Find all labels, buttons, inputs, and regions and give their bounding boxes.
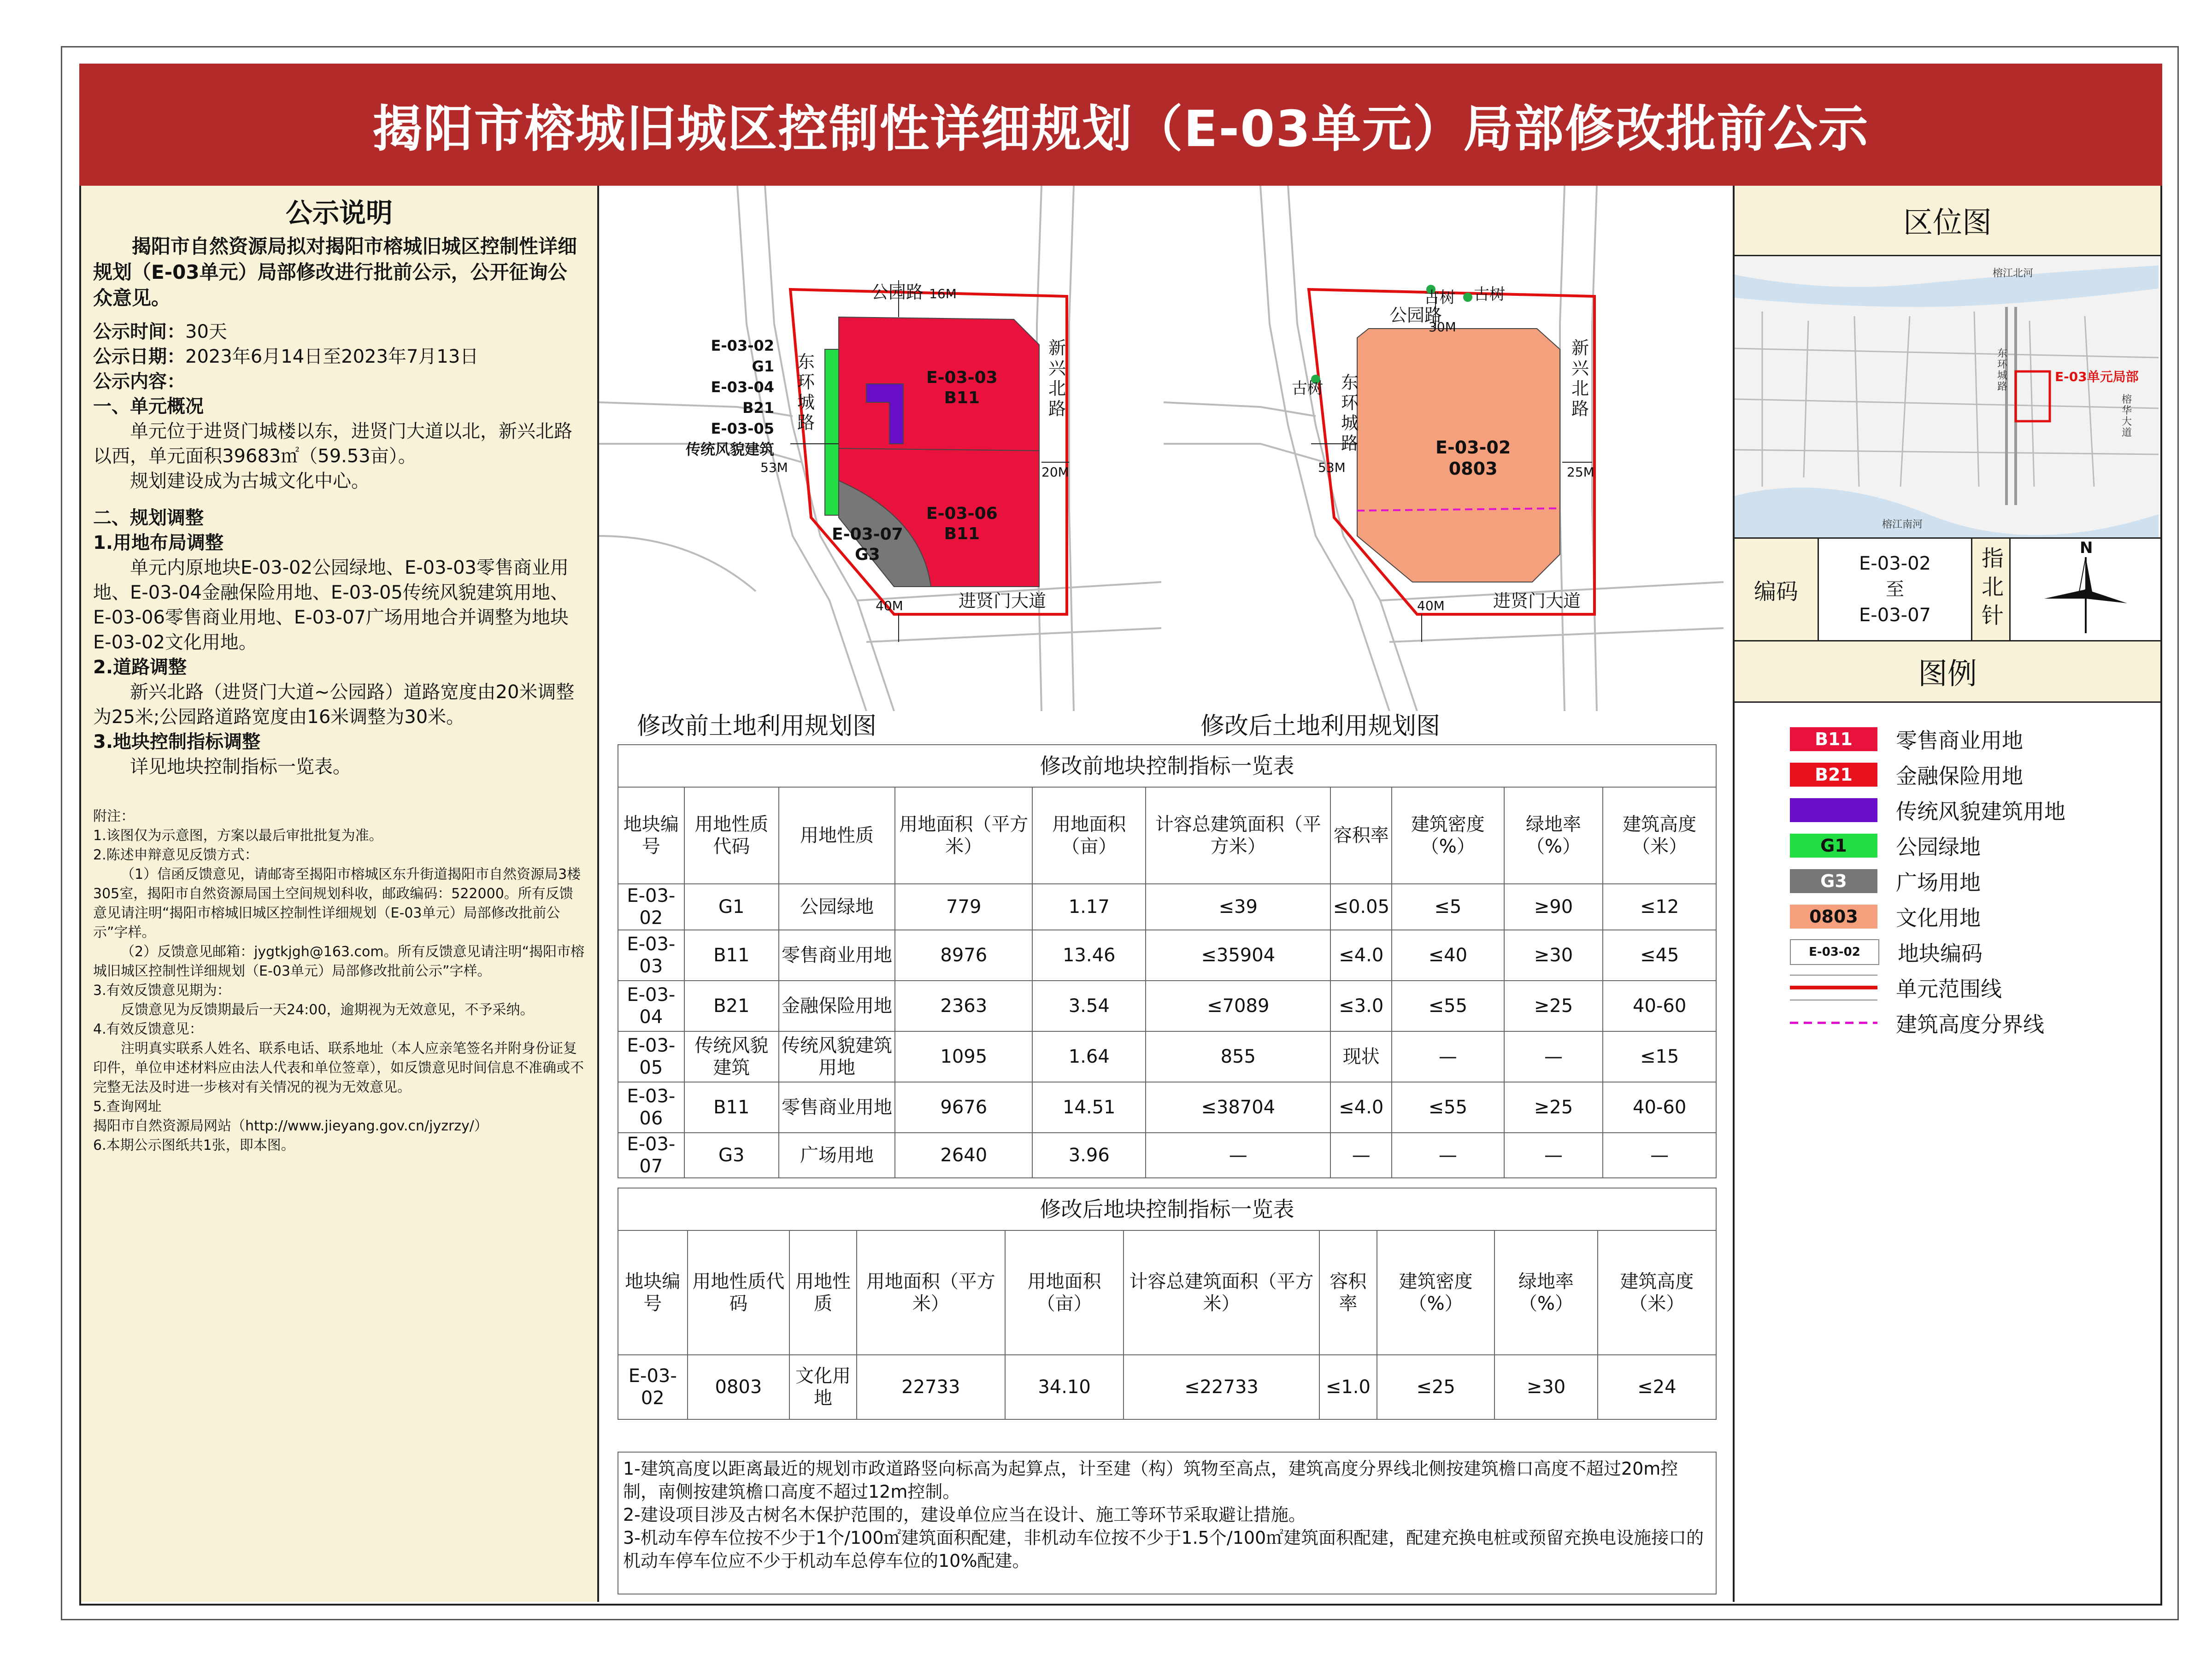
appendix-item: 4.有效反馈意见： — [93, 1021, 203, 1037]
legend-swatch: G1 — [1790, 834, 1877, 858]
th: 用地性质代码 — [688, 1230, 790, 1355]
before-road-left: 东环城路 — [797, 352, 815, 433]
code-from: E-03-02 — [1859, 553, 1931, 574]
tree-label: 古树 — [1424, 288, 1455, 307]
table-row — [618, 1355, 1716, 1419]
cell: ≤0.05 — [1330, 884, 1392, 930]
after-road-right: 新兴北路 — [1571, 338, 1589, 419]
legend-label: 单元范围线 — [1896, 976, 2002, 1001]
street-label: 榕江南河 — [1882, 519, 1923, 530]
cell: 传统风貌建筑用地 — [779, 1031, 895, 1082]
legend-swatch — [1790, 1011, 1877, 1035]
tree-label: 古树 — [1292, 379, 1323, 398]
legend-label: 传统风貌建筑用地 — [1896, 799, 2065, 824]
cell: 金融保险用地 — [779, 981, 895, 1031]
cell: 40-60 — [1603, 981, 1716, 1031]
cell: — — [1504, 1031, 1603, 1082]
location-map — [1735, 256, 2160, 539]
th: 建筑高度（米） — [1603, 787, 1716, 884]
cell: E-03-02 — [618, 1355, 688, 1419]
legend-swatch: 0803 — [1790, 905, 1877, 929]
legend-heading: 图例 — [1735, 641, 2160, 703]
table-after — [618, 1230, 1717, 1420]
th: 容积率 — [1330, 787, 1392, 884]
th: 计容总建筑面积（平方米） — [1146, 787, 1330, 884]
content-label: 公示内容： — [93, 371, 185, 392]
th: 用地性质 — [789, 1230, 856, 1355]
cell: 779 — [895, 884, 1032, 930]
table-row — [618, 930, 1716, 981]
notice-panel — [81, 186, 599, 1602]
legend-item — [1790, 899, 2160, 934]
cell: 8976 — [895, 930, 1032, 981]
cell: E-03-05 — [618, 1031, 684, 1082]
right-panel — [1733, 186, 2160, 1602]
th: 地块编号 — [618, 1230, 688, 1355]
legend-swatch: E-03-02 — [1790, 939, 1879, 965]
cell: — — [1146, 1133, 1330, 1178]
location-marker-label: E-03单元局部 — [2055, 369, 2139, 384]
cell: 13.46 — [1032, 930, 1146, 981]
parcel-code: E-03-03 — [926, 368, 998, 387]
cell: E-03-04 — [618, 981, 684, 1031]
cell: 零售商业用地 — [779, 930, 895, 981]
legend-item — [1790, 792, 2160, 828]
after-road-right-width: 25M — [1567, 465, 1594, 480]
legend-swatch: B11 — [1790, 727, 1877, 751]
th: 用地面积（亩） — [1032, 787, 1146, 884]
location-map-drawing — [1735, 256, 2159, 537]
parcel-code: E-03-02 — [1435, 437, 1511, 458]
cell: ≥90 — [1504, 884, 1603, 930]
section2-1-title: 1.用地布局调整 — [93, 532, 224, 553]
cell: ≥30 — [1504, 930, 1603, 981]
section2-3-title: 3.地块控制指标调整 — [93, 731, 261, 753]
road-width: 16M — [929, 286, 957, 301]
cell: ≥25 — [1504, 981, 1603, 1031]
street-label: 榕江北河 — [1993, 268, 2034, 279]
notes-box — [618, 1452, 1717, 1594]
note-item: 3-机动车停车位按不少于1个/100㎡建筑面积配建，非机动车位按不少于1.5个/100㎡建筑面积配建，配建充换电桩或预留充换电设施接口的机动车停车位应不少于机动车总停车位的10%配建。 — [623, 1528, 1704, 1571]
parcel-e0307-label — [832, 524, 903, 565]
cell: — — [1603, 1133, 1716, 1178]
cell: ≤5 — [1392, 884, 1504, 930]
location-heading: 区位图 — [1735, 186, 2160, 256]
legend-swatch: G3 — [1790, 869, 1877, 893]
cell: 855 — [1146, 1031, 1330, 1082]
th: 用地性质代码 — [684, 787, 779, 884]
appendix-title: 附注： — [93, 808, 135, 824]
cell: 现状 — [1330, 1031, 1392, 1082]
code-row — [1735, 539, 2160, 641]
legend-swatch — [1790, 798, 1877, 822]
cell: ≤12 — [1603, 884, 1716, 930]
section2-2-text: 新兴北路（进贤门大道~公园路）道路宽度由20米调整为25米;公园路道路宽度由16米调整为30米。 — [93, 682, 575, 728]
notice-intro: 揭阳市自然资源局拟对揭阳市榕城旧城区控制性详细规划（E-03单元）局部修改进行批前公示，公开征询公众意见。 — [93, 235, 577, 309]
cell: — — [1392, 1031, 1504, 1082]
cell: B21 — [684, 981, 779, 1031]
side-label: 传统风貌建筑 — [685, 441, 774, 458]
cell: 1.17 — [1032, 884, 1146, 930]
table-row — [618, 1082, 1716, 1133]
table-header-row — [618, 1230, 1716, 1355]
notice-time — [81, 319, 597, 344]
th: 绿地率（%） — [1494, 1230, 1597, 1355]
cell: — — [1504, 1133, 1603, 1178]
cell: ≤40 — [1392, 930, 1504, 981]
legend-item — [1790, 970, 2160, 1005]
legend-label: 公园绿地 — [1896, 834, 1981, 859]
before-road-top — [871, 278, 957, 303]
th: 用地面积（平方米） — [857, 1230, 1005, 1355]
legend-swatch — [1790, 975, 1877, 1000]
cell: 文化用地 — [789, 1355, 856, 1419]
cell: 0803 — [688, 1355, 790, 1419]
side-label: G1 — [752, 358, 774, 375]
th: 计容总建筑面积（平方米） — [1124, 1230, 1319, 1355]
note-item: 2-建设项目涉及古树名木保护范围的，建设单位应当在设计、施工等环节采取避让措施。 — [623, 1505, 1306, 1525]
legend-item — [1790, 934, 2160, 970]
table-row — [618, 1031, 1716, 1082]
legend-label: 建筑高度分界线 — [1896, 1012, 2044, 1037]
cell: ≤24 — [1598, 1355, 1716, 1419]
cell: G1 — [684, 884, 779, 930]
street-label: 榕华大道 — [2122, 394, 2132, 439]
table-before — [618, 787, 1717, 1178]
legend-label: 文化用地 — [1896, 905, 1981, 930]
cell: E-03-03 — [618, 930, 684, 981]
cell: ≤4.0 — [1330, 930, 1392, 981]
code-label: 编码 — [1735, 539, 1819, 640]
side-label: E-03-05 — [711, 420, 774, 437]
cell: 9676 — [895, 1082, 1032, 1133]
cell: 2363 — [895, 981, 1032, 1031]
section1-goal: 规划建设成为古城文化中心。 — [130, 471, 370, 492]
after-road-left-width: 53M — [1318, 460, 1346, 475]
appendix-item: 反馈意见为反馈期最后一天24:00，逾期视为无效意见，不予采纳。 — [121, 1002, 534, 1018]
cell: 传统风貌建筑 — [684, 1031, 779, 1082]
appendix-item: 揭阳市自然资源局网站（http://www.jieyang.gov.cn/jyzrzy/） — [93, 1118, 488, 1134]
cell: 40-60 — [1603, 1082, 1716, 1133]
time-label: 公示时间： — [93, 321, 185, 342]
section2-2-title: 2.道路调整 — [93, 657, 187, 678]
cell: E-03-07 — [618, 1133, 684, 1178]
code-to-word: 至 — [1886, 579, 1904, 600]
legend-item — [1790, 1005, 2160, 1041]
table-before-caption: 修改前地块控制指标一览表 — [618, 744, 1717, 787]
north-arrow-icon — [2026, 543, 2146, 635]
after-road-bottom-width: 40M — [1417, 598, 1445, 613]
before-road-bottom: 进贤门大道 — [959, 591, 1047, 611]
th: 容积率 — [1319, 1230, 1377, 1355]
cell: ≥30 — [1494, 1355, 1597, 1419]
parcel-e0303-label — [926, 368, 998, 408]
time-value: 30天 — [185, 321, 227, 342]
before-road-bottom-width: 40M — [876, 598, 903, 613]
cell: ≤7089 — [1146, 981, 1330, 1031]
section2-3-text: 详见地块控制指标一览表。 — [130, 756, 351, 777]
cell: G3 — [684, 1133, 779, 1178]
legend-label: 金融保险用地 — [1896, 763, 2023, 788]
th: 建筑高度（米） — [1598, 1230, 1716, 1355]
cell: 14.51 — [1032, 1082, 1146, 1133]
table-row — [618, 884, 1716, 930]
cell: ≥25 — [1504, 1082, 1603, 1133]
parcel-type: B11 — [944, 524, 980, 543]
cell: ≤4.0 — [1330, 1082, 1392, 1133]
before-road-right-width: 20M — [1041, 465, 1069, 480]
parcel-code: E-03-06 — [926, 504, 998, 523]
table-row — [618, 981, 1716, 1031]
appendix-item: 5.查询网址 — [93, 1099, 162, 1115]
cell: E-03-02 — [618, 884, 684, 930]
table-after-caption: 修改后地块控制指标一览表 — [618, 1188, 1717, 1230]
code-range — [1819, 539, 1972, 640]
parcel-code: E-03-07 — [832, 525, 903, 544]
cell: ≤1.0 — [1319, 1355, 1377, 1419]
cell: ≤3.0 — [1330, 981, 1392, 1031]
th: 用地性质 — [779, 787, 895, 884]
street-label: 东环城路 — [1997, 348, 2008, 393]
cell: 零售商业用地 — [779, 1082, 895, 1133]
parcel-type: 0803 — [1448, 459, 1498, 479]
cell: 公园绿地 — [779, 884, 895, 930]
north-n: N — [2080, 539, 2093, 557]
before-road-left-width: 53M — [760, 460, 788, 475]
cell: 3.96 — [1032, 1133, 1146, 1178]
cell: ≤38704 — [1146, 1082, 1330, 1133]
section2-title: 二、规划调整 — [93, 507, 204, 529]
before-map-caption: 修改前土地利用规划图 — [637, 712, 877, 740]
cell: ≤45 — [1603, 930, 1716, 981]
appendix-item: （2）反馈意见邮箱：jygtkjgh@163.com。所有反馈意见请注明“揭阳市榕城旧城区控制性详细规划（E-03单元）局部修改批前公示”字样。 — [93, 944, 585, 979]
cell: ≤55 — [1392, 1082, 1504, 1133]
side-label: B21 — [742, 399, 774, 417]
legend-label: 地块编码 — [1898, 941, 1983, 966]
legend-swatch: B21 — [1790, 763, 1877, 787]
table-row — [618, 1133, 1716, 1178]
date-value: 2023年6月14日至2023年7月13日 — [185, 346, 479, 367]
cell: ≤22733 — [1124, 1355, 1319, 1419]
th: 建筑密度（%） — [1377, 1230, 1494, 1355]
notice-heading: 公示说明 — [285, 197, 393, 229]
page-title: 揭阳市榕城旧城区控制性详细规划（E-03单元）局部修改批前公示 — [372, 100, 1869, 158]
legend-item — [1790, 863, 2160, 899]
after-road-bottom: 进贤门大道 — [1493, 591, 1581, 611]
north-arrow — [2011, 539, 2160, 640]
notice-date — [81, 344, 597, 369]
code-to: E-03-07 — [1859, 605, 1931, 626]
th: 地块编号 — [618, 787, 684, 884]
appendix-item: 1.该图仅为示意图，方案以最后审批批复为准。 — [93, 828, 383, 844]
side-label: E-03-02 — [711, 337, 774, 354]
legend — [1735, 703, 2160, 1041]
cell: ≤25 — [1377, 1355, 1494, 1419]
appendix-item: 注明真实联系人姓名、联系电话、联系地址（本人应亲笔签名并附身份证复印件，单位申述材料应由法人代表和单位签章），如反馈意见时间信息不准确或不完整无法及时进一步核对有关情况的视为无效意见。 — [93, 1041, 584, 1095]
road-name: 公园路 — [871, 282, 924, 302]
before-side-labels — [641, 335, 774, 460]
north-label: 指北针 — [1972, 539, 2011, 640]
after-road-top: 公园路 — [1389, 305, 1442, 325]
section1-title: 一、单元概况 — [93, 396, 204, 417]
cell: B11 — [684, 1082, 779, 1133]
cell: 广场用地 — [779, 1133, 895, 1178]
parcel-e0306-label — [926, 504, 998, 544]
appendix-item: 3.有效反馈意见期为： — [93, 982, 231, 999]
cell: 1.64 — [1032, 1031, 1146, 1082]
cell: — — [1392, 1133, 1504, 1178]
note-item: 1-建筑高度以距离最近的规划市政道路竖向标高为起算点，计至建（构）筑物至高点，建筑高度分界线北侧按建筑檐口高度不超过20m控制，南侧按建筑檐口高度不超过12m控制。 — [623, 1459, 1678, 1502]
before-road-right: 新兴北路 — [1048, 338, 1066, 419]
th: 建筑密度（%） — [1392, 787, 1504, 884]
cell: E-03-06 — [618, 1082, 684, 1133]
cell: ≤15 — [1603, 1031, 1716, 1082]
appendix-item: （1）信函反馈意见，请邮寄至揭阳市榕城区东升街道揭阳市自然资源局3楼305室，揭阳市自然资源局国土空间规划科收，邮政编码：522000。所有反馈意见请注明“揭阳市榕城旧城区控制性详细规划（E-03单元）局部修改批前公示”字样。 — [93, 866, 581, 941]
cell: 3.54 — [1032, 981, 1146, 1031]
cell: — — [1330, 1133, 1392, 1178]
appendix-item: 2.陈述申辩意见反馈方式： — [93, 847, 259, 863]
after-road-top-width: 30M — [1429, 319, 1456, 335]
cell: 34.10 — [1005, 1355, 1124, 1419]
cell: 22733 — [857, 1355, 1005, 1419]
table-header-row — [618, 787, 1716, 884]
legend-item — [1790, 757, 2160, 792]
side-label: E-03-04 — [711, 378, 774, 396]
tree-label: 古树 — [1474, 285, 1505, 304]
parcel-type: G3 — [855, 545, 880, 564]
legend-label: 广场用地 — [1896, 870, 1981, 895]
section1-text: 单元位于进贤门城楼以东，进贤门大道以北，新兴北路以西，单元面积39683㎡（59.53亩）。 — [93, 421, 572, 467]
date-label: 公示日期： — [93, 346, 185, 367]
appendix-item: 6.本期公示图纸共1张，即本图。 — [93, 1137, 295, 1153]
cell: 2640 — [895, 1133, 1032, 1178]
th: 绿地率（%） — [1504, 787, 1603, 884]
legend-label: 零售商业用地 — [1896, 728, 2023, 753]
after-map-caption: 修改后土地利用规划图 — [1200, 712, 1441, 740]
cell: ≤55 — [1392, 981, 1504, 1031]
cell: 1095 — [895, 1031, 1032, 1082]
title-bar — [79, 64, 2162, 186]
maps-area — [599, 186, 1724, 739]
after-road-left: 东环城路 — [1341, 372, 1359, 453]
parcel-type: B11 — [944, 388, 980, 407]
cell: ≤39 — [1146, 884, 1330, 930]
tables-area — [618, 744, 1717, 1420]
th: 用地面积（亩） — [1005, 1230, 1124, 1355]
th: 用地面积（平方米） — [895, 787, 1032, 884]
section2-1-text: 单元内原地块E-03-02公园绿地、E-03-03零售商业用地、E-03-04金融保险用地、E-03-05传统风貌建筑用地、E-03-06零售商业用地、E-03-07广场用地合并调整为地块E-03-02文化用地。 — [93, 557, 569, 653]
legend-item — [1790, 721, 2160, 757]
legend-item — [1790, 828, 2160, 863]
cell: ≤35904 — [1146, 930, 1330, 981]
parcel-e0302-label — [1435, 437, 1511, 479]
cell: B11 — [684, 930, 779, 981]
